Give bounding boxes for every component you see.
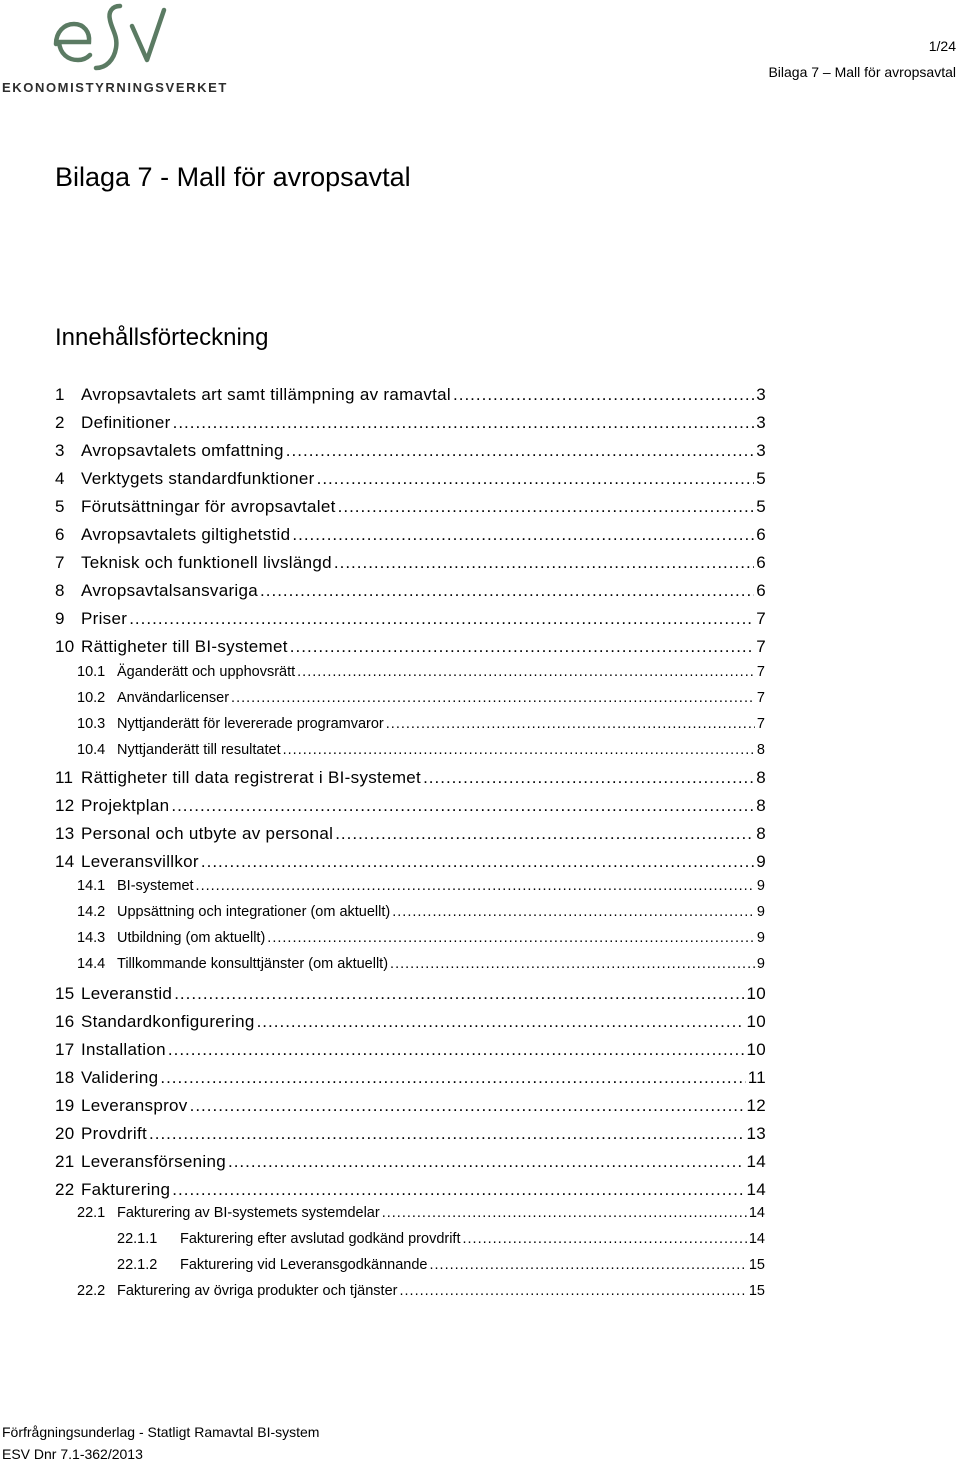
toc-entry-title: Installation — [81, 1040, 166, 1059]
toc-entry-page: 9 — [756, 930, 765, 946]
toc-entry-number: 14 — [55, 852, 75, 871]
header-doc-label: Bilaga 7 – Mall för avropsavtal — [768, 64, 956, 80]
toc-entry[interactable] — [77, 878, 765, 894]
toc-entry-title: Leveransprov — [81, 1096, 188, 1115]
toc-entry-title: Provdrift — [81, 1124, 147, 1143]
toc-entry[interactable] — [55, 609, 766, 629]
toc-entry-page: 10 — [746, 984, 766, 1003]
toc-entry-title: Avropsavtalets art samt tillämpning av ramavtal — [81, 385, 451, 404]
toc-entry-number: 1 — [55, 385, 65, 404]
toc-dot-leader — [399, 1283, 746, 1299]
toc-entry-title: Leveransvillkor — [81, 852, 199, 871]
toc-entry-number: 22.2 — [77, 1283, 106, 1299]
toc-entry[interactable] — [77, 1283, 765, 1299]
toc-entry-page: 6 — [756, 553, 766, 572]
toc-entry-page: 6 — [756, 581, 766, 600]
toc-entry[interactable] — [117, 1257, 765, 1273]
toc-entry-title: Förutsättningar för avropsavtalet — [81, 497, 336, 516]
toc-entry[interactable] — [77, 742, 765, 758]
toc-entry-page: 6 — [756, 525, 766, 544]
toc-dot-leader — [334, 553, 754, 573]
toc-entry-number: 16 — [55, 1012, 75, 1031]
toc-entry[interactable] — [55, 1124, 766, 1144]
document-title: Bilaga 7 - Mall för avropsavtal — [55, 162, 411, 192]
toc-entry-title: Leveransförsening — [81, 1152, 226, 1171]
toc-entry[interactable] — [77, 956, 765, 972]
toc-dot-leader — [292, 525, 754, 545]
toc-entry-title: Definitioner — [81, 413, 171, 432]
toc-entry-number: 14.3 — [77, 930, 106, 946]
toc-entry-number: 22.1.2 — [117, 1257, 158, 1273]
toc-entry-number: 17 — [55, 1040, 75, 1059]
toc-entry-number: 9 — [55, 609, 65, 628]
toc-entry-page: 7 — [756, 690, 765, 706]
toc-entry-number: 12 — [55, 796, 75, 815]
toc-entry-title: Nyttjanderätt till resultatet — [117, 742, 281, 758]
toc-entry-number: 10.1 — [77, 664, 106, 680]
toc-dot-leader — [390, 956, 755, 972]
toc-entry-page: 13 — [746, 1124, 766, 1143]
toc-entry-number: 19 — [55, 1096, 75, 1115]
toc-entry[interactable] — [55, 525, 766, 545]
toc-dot-leader — [335, 824, 754, 844]
toc-entry-title: Fakturering efter avslutad godkänd provdrift — [180, 1231, 461, 1247]
toc-entry[interactable] — [55, 852, 766, 872]
toc-entry[interactable] — [55, 1012, 766, 1032]
toc-entry-page: 7 — [756, 609, 766, 628]
toc-entry-number: 10.3 — [77, 716, 106, 732]
toc-entry[interactable] — [55, 984, 766, 1004]
toc-entry-title: BI-systemet — [117, 878, 194, 894]
toc-entry[interactable] — [55, 413, 766, 433]
toc-entry-title: Uppsättning och integrationer (om aktuellt) — [117, 904, 391, 920]
toc-dot-leader — [171, 796, 754, 816]
toc-entry-number: 10.4 — [77, 742, 106, 758]
toc-dot-leader — [190, 1096, 745, 1116]
toc-entry-page: 3 — [756, 385, 766, 404]
toc-entry-number: 14.2 — [77, 904, 106, 920]
toc-entry[interactable] — [55, 796, 766, 816]
toc-entry-title: Användarlicenser — [117, 690, 230, 706]
toc-entry-title: Rättigheter till BI-systemet — [81, 637, 288, 656]
toc-entry-number: 13 — [55, 824, 75, 843]
toc-entry-page: 9 — [756, 878, 765, 894]
toc-entry-number: 7 — [55, 553, 65, 572]
toc-entry-title: Standardkonfigurering — [81, 1012, 255, 1031]
toc-entry-number: 14.1 — [77, 878, 106, 894]
toc-entry-number: 8 — [55, 581, 65, 600]
toc-entry-title: Personal och utbyte av personal — [81, 824, 334, 843]
toc-dot-leader — [386, 716, 755, 732]
toc-entry[interactable] — [55, 1180, 766, 1200]
toc-dot-leader — [168, 1040, 745, 1060]
toc-entry-number: 14.4 — [77, 956, 106, 972]
toc-dot-leader — [317, 469, 755, 489]
toc-entry[interactable] — [55, 1096, 766, 1116]
toc-entry[interactable] — [55, 497, 766, 517]
toc-entry-number: 10.2 — [77, 690, 106, 706]
toc-dot-leader — [231, 690, 755, 706]
toc-entry-number: 5 — [55, 497, 65, 516]
toc-entry-page: 7 — [756, 716, 765, 732]
toc-entry[interactable] — [55, 1040, 766, 1060]
toc-entry-title: Tillkommande konsulttjänster (om aktuellt) — [117, 956, 389, 972]
toc-entry-page: 5 — [756, 469, 766, 488]
toc-dot-leader — [201, 852, 754, 872]
toc-dot-leader — [160, 1068, 745, 1088]
toc-entry-page: 8 — [756, 824, 766, 843]
toc-entry-page: 9 — [756, 852, 766, 871]
toc-entry-page: 7 — [756, 664, 765, 680]
toc-entry-page: 10 — [746, 1012, 766, 1031]
toc-dot-leader — [267, 930, 755, 946]
toc-dot-leader — [172, 1180, 744, 1200]
toc-dot-leader — [257, 1012, 745, 1032]
toc-entry[interactable] — [77, 690, 765, 706]
toc-entry-number: 22 — [55, 1180, 75, 1199]
toc-entry[interactable] — [55, 1068, 766, 1088]
toc-entry-title: Nyttjanderätt för levererade programvaror — [117, 716, 384, 732]
esv-logo — [0, 0, 228, 100]
toc-dot-leader — [174, 984, 744, 1004]
toc-entry-page: 10 — [746, 1040, 766, 1059]
toc-entry-number: 22.1 — [77, 1205, 106, 1221]
toc-entry[interactable] — [77, 716, 765, 732]
toc-entry-page: 9 — [756, 956, 765, 972]
toc-entry-page: 14 — [748, 1231, 765, 1247]
toc-dot-leader — [382, 1205, 747, 1221]
toc-entry-number: 22.1.1 — [117, 1231, 158, 1247]
toc-dot-leader — [429, 1257, 746, 1273]
toc-entry[interactable] — [77, 664, 765, 680]
toc-entry-title: Validering — [81, 1068, 159, 1087]
toc-heading: Innehållsförteckning — [55, 324, 269, 351]
toc-entry-page: 8 — [756, 742, 765, 758]
toc-entry-page: 11 — [747, 1068, 766, 1087]
toc-entry-title: Verktygets standardfunktioner — [81, 469, 315, 488]
toc-entry[interactable] — [55, 581, 766, 601]
footer-line-1: Förfrågningsunderlag - Statligt Ramavtal BI-system — [2, 1424, 320, 1440]
toc-entry-number: 21 — [55, 1152, 75, 1171]
toc-entry-page: 15 — [748, 1283, 765, 1299]
toc-entry[interactable] — [117, 1231, 765, 1247]
toc-dot-leader — [283, 742, 755, 758]
toc-entry-page: 8 — [756, 768, 766, 787]
toc-entry-title: Fakturering av övriga produkter och tjänster — [117, 1283, 398, 1299]
toc-entry[interactable] — [77, 930, 765, 946]
toc-entry[interactable] — [55, 824, 766, 844]
toc-dot-leader — [173, 413, 755, 433]
page-number: 1/24 — [928, 38, 956, 54]
toc-dot-leader — [290, 637, 754, 657]
toc-entry-page: 8 — [756, 796, 766, 815]
toc-entry[interactable] — [77, 1205, 765, 1221]
toc-dot-leader — [286, 441, 754, 461]
toc-entry-number: 4 — [55, 469, 65, 488]
toc-entry-number: 20 — [55, 1124, 75, 1143]
toc-dot-leader — [129, 609, 754, 629]
toc-dot-leader — [297, 664, 755, 680]
toc-entry-title: Rättigheter till data registrerat i BI-systemet — [81, 768, 422, 787]
toc-dot-leader — [462, 1231, 746, 1247]
toc-entry-title: Avropsavtalets omfattning — [81, 441, 284, 460]
toc-entry[interactable] — [55, 637, 766, 657]
toc-entry-page: 14 — [746, 1152, 766, 1171]
toc-entry-number: 15 — [55, 984, 75, 1003]
toc-entry-page: 5 — [756, 497, 766, 516]
toc-entry[interactable] — [55, 553, 766, 573]
toc-dot-leader — [338, 497, 755, 517]
toc-entry-page: 14 — [748, 1205, 765, 1221]
toc-dot-leader — [149, 1124, 744, 1144]
toc-entry-page: 12 — [746, 1096, 766, 1115]
logo-wordmark: EKONOMISTYRNINGSVERKET — [2, 80, 228, 95]
toc-entry-title: Avropsavtalsansvariga — [81, 581, 259, 600]
toc-entry-title: Fakturering vid Leveransgodkännande — [180, 1257, 428, 1273]
toc-entry[interactable] — [55, 768, 766, 788]
toc-entry-page: 15 — [748, 1257, 765, 1273]
toc-dot-leader — [423, 768, 754, 788]
toc-entry-title: Avropsavtalets giltighetstid — [81, 525, 291, 544]
toc-entry-title: Priser — [81, 609, 128, 628]
toc-entry[interactable] — [55, 385, 766, 405]
toc-dot-leader — [260, 581, 754, 601]
toc-entry-number: 11 — [55, 768, 74, 787]
toc-entry-title: Fakturering av BI-systemets systemdelar — [117, 1205, 380, 1221]
toc-entry-page: 7 — [756, 637, 766, 656]
esv-logo-mark — [52, 2, 172, 72]
toc-entry-number: 2 — [55, 413, 65, 432]
toc-entry-page: 14 — [746, 1180, 766, 1199]
toc-entry-page: 9 — [756, 904, 765, 920]
toc-dot-leader — [392, 904, 755, 920]
toc-entry-number: 10 — [55, 637, 75, 656]
toc-entry[interactable] — [55, 441, 766, 461]
toc-entry-page: 3 — [756, 413, 766, 432]
toc-entry[interactable] — [55, 469, 766, 489]
toc-entry[interactable] — [55, 1152, 766, 1172]
toc-entry-title: Äganderätt och upphovsrätt — [117, 664, 296, 680]
toc-dot-leader — [196, 878, 755, 894]
toc-entry-title: Leveranstid — [81, 984, 173, 1003]
toc-entry-title: Fakturering — [81, 1180, 171, 1199]
toc-entry-number: 6 — [55, 525, 65, 544]
toc-entry-title: Utbildning (om aktuellt) — [117, 930, 266, 946]
toc-entry-number: 3 — [55, 441, 65, 460]
toc-entry-title: Projektplan — [81, 796, 170, 815]
toc-entry-title: Teknisk och funktionell livslängd — [81, 553, 332, 572]
toc-entry-page: 3 — [756, 441, 766, 460]
footer-line-2: ESV Dnr 7.1-362/2013 — [2, 1446, 143, 1462]
toc-dot-leader — [453, 385, 754, 405]
toc-entry-number: 18 — [55, 1068, 75, 1087]
toc-dot-leader — [228, 1152, 745, 1172]
toc-entry[interactable] — [77, 904, 765, 920]
